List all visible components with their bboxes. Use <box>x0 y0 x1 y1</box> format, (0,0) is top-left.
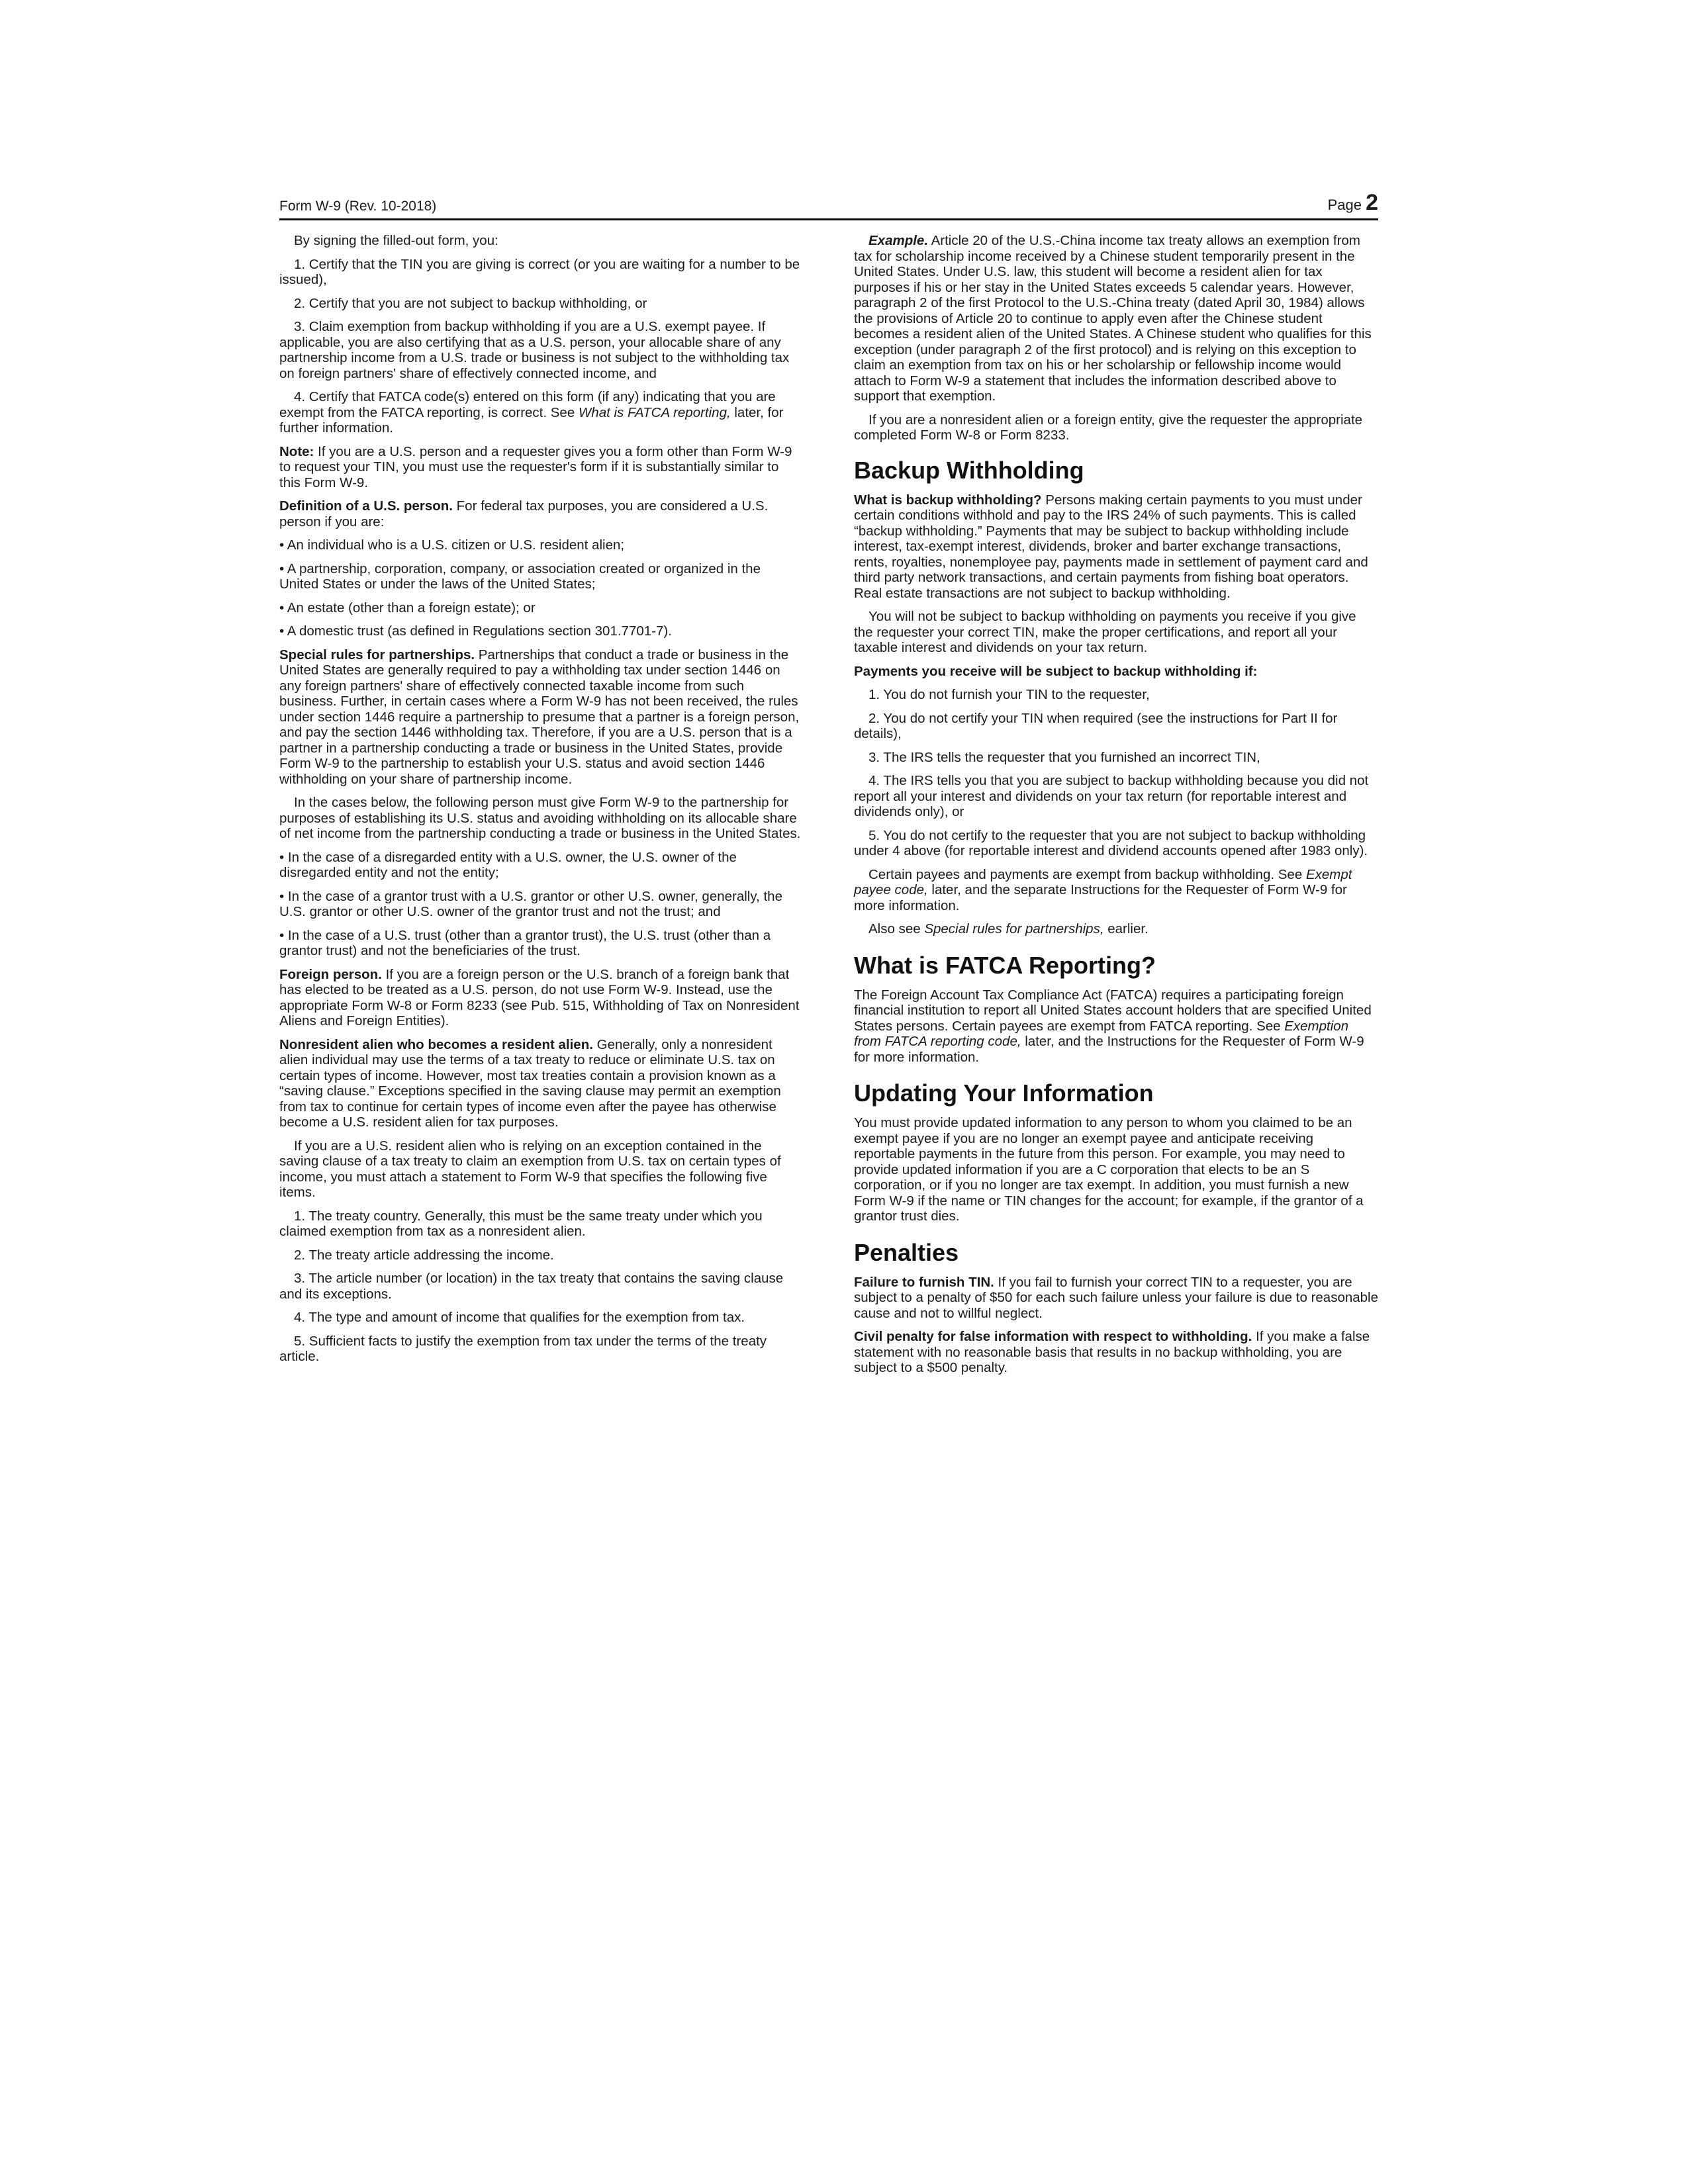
penalties-heading: Penalties <box>854 1238 959 1266</box>
page-label: Page <box>1327 197 1362 213</box>
resident-alien-paragraph: If you are a U.S. resident alien who is relying on an exception contained in the saving clause of a tax treaty to claim an exemption from U.S. tax on certain types of income, you must attach a statement to Form W-9 that specifies the following five items. <box>279 1138 781 1200</box>
cases-paragraph: In the cases below, the following person must give Form W-9 to the partnership for purposes of establishing its U.S. status and avoiding withholding on its allocable share of net income from the partnership conducting a trade or business in the United States. <box>279 795 801 841</box>
example-paragraph: Example. Article 20 of the U.S.-China income tax treaty allows an exemption from tax for scholarship income received by a Chinese student temporarily present in the United States. Under U.S. law, this student will become a resident alien for tax purposes if his or her stay in the United States exceeds 5 calendar years. However, paragraph 2 of the first Protocol to the U.S.-China treaty (dated April 30, 1984) allows the provisions of Article 20 to continue to apply even after the Chinese student becomes a resident alien of the United States. A Chinese student who qualifies for this exception (under paragraph 2 of the first protocol) and is relying on this exception to claim an exemption from tax on his or her scholarship or fellowship income would attach to Form W-9 a statement that includes the information described above to support that exemption. <box>854 233 1372 404</box>
not-subject-paragraph: You will not be subject to backup withholding on payments you receive if you give the requester your correct TIN, make the proper certifications, and report all your taxable interest and dividends on your tax return. <box>854 609 1356 655</box>
payments-subject-heading: Payments you receive will be subject to backup withholding if: <box>854 663 1258 679</box>
treaty-item: 4. The type and amount of income that qualifies for the exemption from tax. <box>294 1310 745 1325</box>
note-lead: Note: <box>279 443 314 459</box>
page-number: 2 <box>1366 190 1378 215</box>
foreign-person-lead: Foreign person. <box>279 966 382 982</box>
updating-paragraph: You must provide updated information to any person to whom you claimed to be an exempt payee if you are no longer an exempt payee and anticipate receiving reportable payments in the future from this person. For example, you may need to provide updated information if you are a C corporation that elects to be an S corporation, or if you no longer are tax exempt. In addition, you must furnish a new Form W-9 if the name or TIN changes for the account; for example, if the grantor of a grantor trust dies. <box>854 1115 1364 1224</box>
updating-heading: Updating Your Information <box>854 1079 1154 1107</box>
payment-condition: 5. You do not certify to the requester that you are not subject to backup withholding under 4 above (for reportable interest and dividend accounts opened after 1983 only). <box>854 827 1368 858</box>
what-is-backup-lead: What is backup withholding? <box>854 492 1042 508</box>
treaty-item: 5. Sufficient facts to justify the exemption from tax under the terms of the treaty article. <box>279 1333 767 1364</box>
also-see-paragraph: Also see Special rules for partnerships, earlier. <box>868 921 1149 936</box>
certification-3: 3. Claim exemption from backup withholding if you are a U.S. exempt payee. If applicable, you are also certifying that as a U.S. person, your allocable share of any partnership income from a U.S. trade or business is not subject to the withholding tax on foreign partners' share of effectively connected income, and <box>279 319 790 381</box>
treaty-item: 3. The article number (or location) in the tax treaty that contains the saving clause and its exceptions. <box>279 1271 784 1302</box>
case-bullet: • In the case of a U.S. trust (other than a grantor trust), the U.S. trust (other than a grantor trust) and not the beneficiaries of the trust. <box>279 927 771 958</box>
us-person-definition: Definition of a U.S. person. For federal tax purposes, you are considered a U.S. person if you are: <box>279 498 769 529</box>
foreign-person: Foreign person. If you are a foreign person or the U.S. branch of a foreign bank that has elected to be treated as a U.S. person, do not use Form W-9. Instead, use the appropriate Form W-8 or Form 8233 (see Pub. 515, Withholding of Tax on Nonresident Aliens and Foreign Entities). <box>279 966 800 1028</box>
fatca-paragraph: The Foreign Account Tax Compliance Act (FATCA) requires a participating foreign financial institution to report all United States account holders that are specified United States persons. Certain payees are exempt from FATCA reporting. See Exemption from FATCA reporting code, later, and the Instructions for the Requester of Form W-9 for more information. <box>854 987 1372 1065</box>
certification-4: 4. Certify that FATCA code(s) entered on this form (if any) indicating that you are exempt from the FATCA reporting, is correct. See What is FATCA reporting, later, for further information. <box>279 389 784 435</box>
special-rules-reference: Special rules for partnerships, <box>924 921 1104 936</box>
page-header <box>279 188 1378 220</box>
payment-condition: 1. You do not furnish your TIN to the requester, <box>868 687 1150 702</box>
failure-to-furnish: Failure to furnish TIN. If you fail to furnish your correct TIN to a requester, you are subject to a penalty of $50 for each such failure unless your failure is due to reasonable cause and not to willful neglect. <box>854 1274 1379 1321</box>
nonresident-paragraph: If you are a nonresident alien or a foreign entity, give the requester the appropriate completed Form W-8 or Form 8233. <box>854 412 1363 443</box>
example-lead: Example. <box>868 233 929 248</box>
case-bullet: • In the case of a grantor trust with a U.S. grantor or other U.S. owner, generally, the U.S. grantor or other U.S. owner of the grantor trust and not the trust; and <box>279 888 782 919</box>
bullet-item: • An individual who is a U.S. citizen or U.S. resident alien; <box>279 537 625 553</box>
certification-1: 1. Certify that the TIN you are giving is correct (or you are waiting for a number to be issued), <box>279 256 800 287</box>
fatca-code-reference: Exemption from FATCA reporting code, <box>854 1018 1349 1049</box>
payment-condition: 2. You do not certify your TIN when required (see the instructions for Part II for details), <box>854 710 1338 741</box>
civil-penalty: Civil penalty for false information with respect to withholding. If you make a false statement with no reasonable basis that results in no backup withholding, you are subject to a $500 penalty. <box>854 1329 1370 1375</box>
nonresident-alien: Nonresident alien who becomes a resident alien. Generally, only a nonresident alien individual may use the terms of a tax treaty to reduce or eliminate U.S. tax on certain types of income. However, most tax treaties contain a provision known as a “saving clause.” Exceptions specified in the saving clause may permit an exemption from tax to continue for certain types of income even after the payee has otherwise become a U.S. resident alien for tax purposes. <box>279 1036 781 1130</box>
page-number-label <box>1328 190 1378 216</box>
fatca-reference: What is FATCA reporting, <box>578 404 731 420</box>
certification-2: 2. Certify that you are not subject to backup withholding, or <box>294 295 647 311</box>
exempt-payee-code-reference: Exempt payee code, <box>854 866 1352 897</box>
right-column <box>854 233 1378 1384</box>
bullet-item: • A partnership, corporation, company, or association created or organized in the United States or under the laws of the United States; <box>279 561 761 592</box>
what-is-backup-withholding: What is backup withholding? Persons making certain payments to you must under certain conditions withhold and pay to the IRS 24% of such payments. This is called “backup withholding.” Payments that may be subject to backup withholding include interest, tax-exempt interest, dividends, broker and barter exchange transactions, rents, royalties, nonemployee pay, payments made in settlement of payment card and third party network transactions, and certain payments from fishing boat operators. Real estate transactions are not subject to backup withholding. <box>854 492 1368 601</box>
exempt-payees-paragraph: Certain payees and payments are exempt from backup withholding. See Exempt payee code, later, and the separate Instructions for the Requester of Form W-9 for more information. <box>854 866 1352 913</box>
payment-condition: 4. The IRS tells you that you are subject to backup withholding because you did not report all your interest and dividends on your tax return (for reportable interest and dividends only), or <box>854 773 1369 819</box>
bullet-item: • An estate (other than a foreign estate); or <box>279 600 536 615</box>
bullet-item: • A domestic trust (as defined in Regulations section 301.7701-7). <box>279 623 672 639</box>
left-column <box>279 233 802 1373</box>
form-id: Form W-9 (Rev. 10-2018) <box>279 199 437 214</box>
failure-lead: Failure to furnish TIN. <box>854 1274 994 1290</box>
partnership-rules: Special rules for partnerships. Partnerships that conduct a trade or business in the United States are generally required to pay a withholding tax under section 1446 on any foreign partners' share of effectively connected taxable income from such business. Further, in certain cases where a Form W-9 has not been received, the rules under section 1446 require a partnership to presume that a partner is a foreign person, and pay the section 1446 withholding tax. Therefore, if you are a U.S. person that is a partner in a partnership conducting a trade or business in the United States, provide Form W-9 to the partnership to establish your U.S. status and avoid section 1446 withholding on your share of partnership income. <box>279 647 800 787</box>
payment-condition: 3. The IRS tells the requester that you furnished an incorrect TIN, <box>868 749 1260 765</box>
backup-withholding-heading: Backup Withholding <box>854 456 1084 484</box>
treaty-item: 2. The treaty article addressing the income. <box>294 1247 554 1263</box>
partnership-rules-lead: Special rules for partnerships. <box>279 647 475 662</box>
nonresident-alien-lead: Nonresident alien who becomes a resident alien. <box>279 1036 593 1052</box>
note-paragraph: Note: If you are a U.S. person and a requester gives you a form other than Form W-9 to request your TIN, you must use the requester's form if it is substantially similar to this Form W-9. <box>279 443 792 490</box>
intro-paragraph: By signing the filled-out form, you: <box>294 233 498 248</box>
treaty-item: 1. The treaty country. Generally, this must be the same treaty under which you claimed exemption from tax as a nonresident alien. <box>279 1208 763 1239</box>
case-bullet: • In the case of a disregarded entity with a U.S. owner, the U.S. owner of the disregarded entity and not the entity; <box>279 849 737 880</box>
fatca-heading: What is FATCA Reporting? <box>854 951 1156 979</box>
civil-penalty-lead: Civil penalty for false information with respect to withholding. <box>854 1329 1252 1344</box>
definition-lead: Definition of a U.S. person. <box>279 498 453 514</box>
